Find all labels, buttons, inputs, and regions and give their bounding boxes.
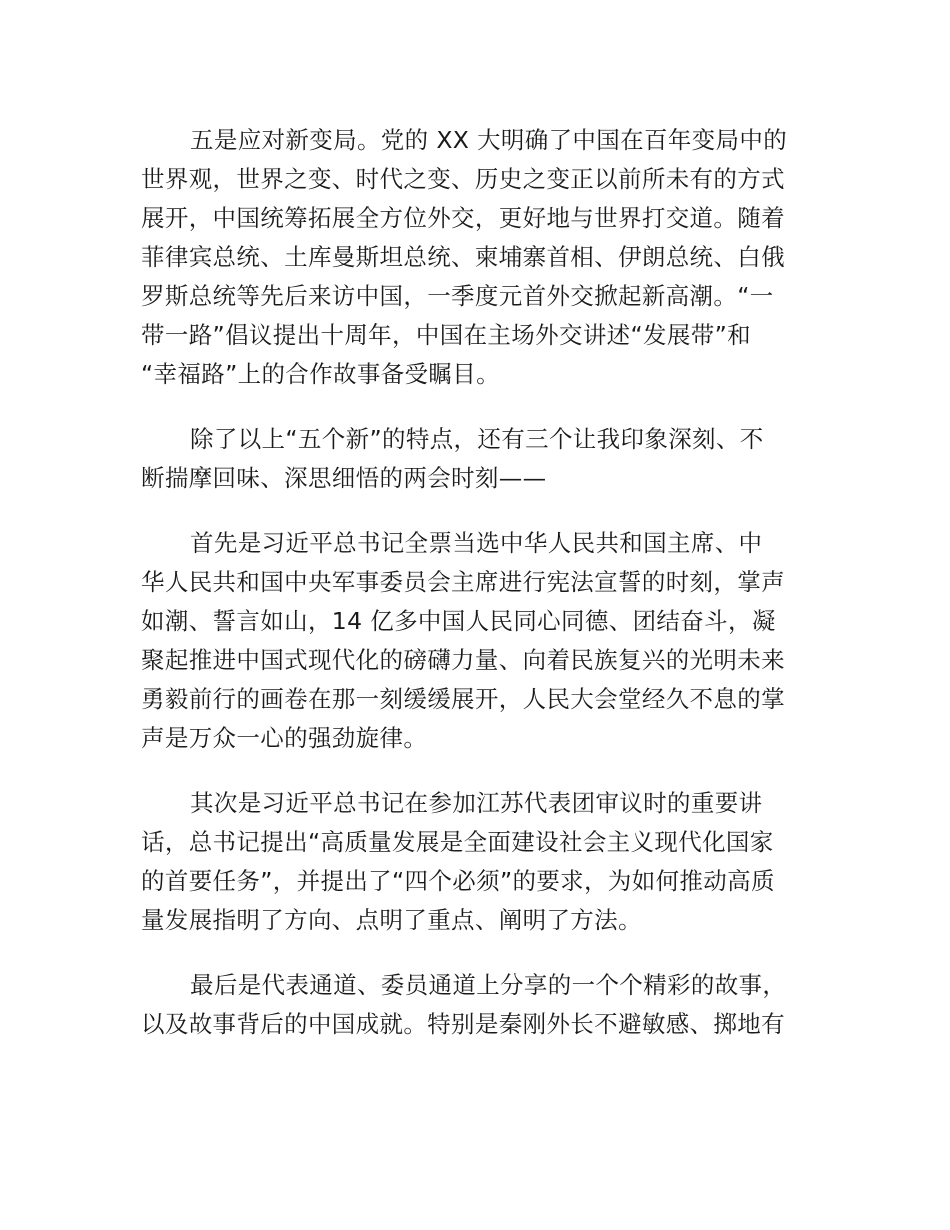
text-line: 最后是代表通道、委员通道上分享的一个个精彩的故事， (190, 971, 787, 999)
text-line: 菲律宾总统、土库曼斯坦总统、柬埔寨首相、伊朗总统、白俄 (141, 243, 785, 271)
paragraph-new-situation (141, 121, 831, 394)
paragraph-final-moment (141, 966, 831, 1044)
paragraph-three-moments-intro (141, 420, 831, 498)
text-line: “幸福路”上的合作故事备受瞩目。 (141, 360, 500, 388)
text-line: 聚起推进中国式现代化的磅礴力量、向着民族复兴的光明未来 (141, 646, 785, 674)
text-line: 世界观，世界之变、时代之变、历史之变正以前所未有的方式 (141, 165, 785, 193)
text-line: 华人民共和国中央军事委员会主席进行宪法宣誓的时刻，掌声 (141, 568, 785, 596)
text-line: 展开，中国统筹拓展全方位外交，更好地与世界打交道。随着 (141, 204, 785, 232)
text-line: 勇毅前行的画卷在那一刻缓缓展开，人民大会堂经久不息的掌 (141, 685, 785, 713)
text-line: 带一路”倡议提出十周年，中国在主场外交讲述“发展带”和 (141, 321, 751, 349)
text-line: 除了以上“五个新”的特点，还有三个让我印象深刻、不 (190, 425, 764, 453)
text-line: 话，总书记提出“高质量发展是全面建设社会主义现代化国家 (141, 828, 774, 856)
text-line: 其次是习近平总书记在参加江苏代表团审议时的重要讲 (190, 789, 763, 817)
paragraph-second-moment (141, 784, 831, 940)
text-line: 如潮、誓言如山，14 亿多中国人民同心同德、团结奋斗，凝 (141, 607, 776, 635)
text-line: 以及故事背后的中国成就。特别是秦刚外长不避敏感、掷地有 (141, 1010, 785, 1038)
text-line: 的首要任务”，并提出了“四个必须”的要求，为如何推动高质 (141, 867, 775, 895)
text-line: 首先是习近平总书记全票当选中华人民共和国主席、中 (190, 529, 763, 557)
text-line: 罗斯总统等先后来访中国，一季度元首外交掀起新高潮。“一 (141, 282, 774, 310)
text-line: 五是应对新变局。党的 XX 大明确了中国在百年变局中的 (190, 126, 788, 154)
text-line: 量发展指明了方向、点明了重点、阐明了方法。 (141, 906, 642, 934)
document-body (141, 121, 831, 1070)
paragraph-first-moment (141, 524, 831, 758)
text-line: 断揣摩回味、深思细悟的两会时刻—— (141, 464, 547, 492)
text-line: 声是万众一心的强劲旋律。 (141, 724, 428, 752)
